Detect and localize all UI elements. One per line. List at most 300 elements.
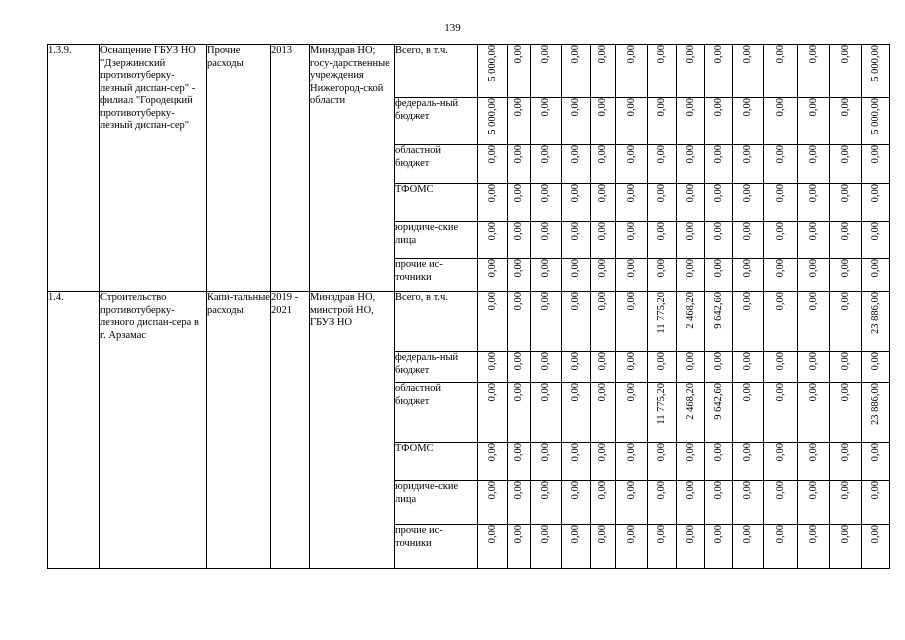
amount-cell: [677, 383, 705, 443]
amount-cell: [733, 292, 764, 352]
amount-value: 0,00: [625, 481, 637, 500]
amount-value: 0,00: [570, 98, 581, 117]
amount-cell: [705, 525, 733, 569]
funding-source: юридиче-ские лица: [395, 222, 478, 259]
amount-value: 0,00: [625, 352, 637, 371]
amount-cell: [648, 222, 677, 259]
amount-value: 0,00: [656, 443, 667, 462]
amount-cell: [531, 98, 562, 145]
amount-cell: [764, 352, 798, 383]
amount-cell: [478, 352, 508, 383]
amount-value: 0,00: [597, 525, 608, 544]
amount-value: 0,00: [839, 222, 851, 241]
amount-cell: [591, 222, 616, 259]
funding-source: Всего, в т.ч.: [395, 45, 478, 98]
amount-cell: [531, 352, 562, 383]
amount-value: 0,00: [486, 222, 498, 241]
amount-cell: [648, 145, 677, 184]
amount-cell: [616, 525, 648, 569]
amount-value: 0,00: [486, 145, 498, 164]
amount-cell: [562, 292, 591, 352]
amount-value: 0,00: [684, 222, 696, 241]
amount-cell: [508, 259, 531, 292]
amount-value: 23 886,00: [869, 383, 881, 425]
amount-value: 0,00: [807, 184, 819, 203]
amount-cell: [830, 292, 862, 352]
amount-cell: [562, 184, 591, 222]
period: 2019 - 2021: [271, 292, 310, 569]
amount-cell: [733, 45, 764, 98]
amount-value: 2 468,20: [684, 292, 696, 329]
amount-value: 0,00: [742, 443, 753, 462]
amount-cell: [862, 383, 890, 443]
amount-value: 0,00: [540, 292, 551, 311]
amount-value: 0,00: [684, 184, 696, 203]
amount-cell: [677, 184, 705, 222]
amount-value: 0,00: [625, 145, 637, 164]
amount-cell: [508, 45, 531, 98]
amount-value: 0,00: [625, 443, 637, 462]
amount-cell: [830, 259, 862, 292]
amount-value: 0,00: [684, 45, 696, 64]
amount-cell: [478, 145, 508, 184]
amount-cell: [508, 352, 531, 383]
amount-cell: [830, 383, 862, 443]
amount-cell: [648, 352, 677, 383]
amount-cell: [508, 292, 531, 352]
amount-cell: [531, 525, 562, 569]
amount-cell: [733, 145, 764, 184]
amount-cell: [677, 292, 705, 352]
amount-value: 0,00: [774, 292, 786, 311]
amount-value: 0,00: [656, 145, 667, 164]
amount-cell: [705, 98, 733, 145]
amount-cell: [478, 292, 508, 352]
amount-cell: [478, 481, 508, 525]
amount-cell: [733, 525, 764, 569]
amount-cell: [764, 98, 798, 145]
amount-cell: [591, 98, 616, 145]
amount-cell: [705, 352, 733, 383]
amount-cell: [705, 222, 733, 259]
amount-value: 0,00: [513, 98, 524, 117]
amount-cell: [531, 222, 562, 259]
amount-value: 0,00: [625, 525, 637, 544]
item-code: 1.3.9.: [48, 45, 100, 292]
amount-value: 0,00: [712, 352, 724, 371]
amount-cell: [733, 481, 764, 525]
funding-source: федераль-ный бюджет: [395, 98, 478, 145]
amount-cell: [798, 98, 830, 145]
amount-cell: [591, 259, 616, 292]
amount-value: 0,00: [570, 259, 581, 278]
amount-value: 0,00: [869, 184, 881, 203]
amount-cell: [862, 145, 890, 184]
amount-cell: [616, 352, 648, 383]
amount-cell: [677, 45, 705, 98]
amount-value: 0,00: [513, 383, 524, 402]
amount-value: 0,00: [839, 352, 851, 371]
amount-value: 0,00: [570, 222, 581, 241]
amount-value: 0,00: [684, 525, 696, 544]
amount-cell: [705, 481, 733, 525]
amount-value: 0,00: [570, 525, 581, 544]
executor: Минздрав НО; госу-дарственные учреждения Нижегород-ской области: [310, 45, 395, 292]
amount-value: 0,00: [839, 45, 851, 64]
amount-value: 23 886,00: [869, 292, 881, 334]
amount-cell: [677, 481, 705, 525]
amount-value: 11 775,20: [656, 383, 667, 425]
amount-value: 0,00: [774, 352, 786, 371]
amount-cell: [705, 259, 733, 292]
amount-value: 0,00: [742, 45, 753, 64]
amount-cell: [648, 184, 677, 222]
amount-value: 0,00: [625, 45, 637, 64]
amount-cell: [798, 259, 830, 292]
amount-cell: [616, 222, 648, 259]
amount-cell: [531, 443, 562, 481]
amount-value: 0,00: [807, 352, 819, 371]
amount-cell: [478, 184, 508, 222]
amount-cell: [798, 145, 830, 184]
amount-cell: [531, 481, 562, 525]
amount-value: 0,00: [869, 222, 881, 241]
amount-value: 0,00: [656, 222, 667, 241]
executor: Минздрав НО, минстрой НО, ГБУЗ НО: [310, 292, 395, 569]
amount-value: 0,00: [570, 184, 581, 203]
amount-value: 0,00: [742, 145, 753, 164]
amount-cell: [677, 222, 705, 259]
amount-cell: [764, 184, 798, 222]
amount-value: 0,00: [486, 443, 498, 462]
amount-value: 0,00: [656, 45, 667, 64]
table-row: [48, 45, 890, 98]
funding-source: ТФОМС: [395, 443, 478, 481]
amount-cell: [616, 45, 648, 98]
period: 2013: [271, 45, 310, 292]
amount-value: 0,00: [742, 481, 753, 500]
amount-cell: [830, 481, 862, 525]
amount-value: 0,00: [742, 222, 753, 241]
amount-value: 0,00: [597, 98, 608, 117]
amount-cell: [478, 222, 508, 259]
amount-cell: [705, 184, 733, 222]
amount-value: 0,00: [712, 481, 724, 500]
amount-value: 0,00: [742, 184, 753, 203]
funding-source: прочие ис-точники: [395, 525, 478, 569]
amount-cell: [508, 222, 531, 259]
amount-value: 0,00: [839, 259, 851, 278]
funding-source: Всего, в т.ч.: [395, 292, 478, 352]
amount-value: 0,00: [774, 98, 786, 117]
amount-value: 0,00: [742, 352, 753, 371]
amount-value: 5 000,00: [869, 98, 881, 135]
amount-value: 0,00: [540, 45, 551, 64]
amount-value: 0,00: [570, 383, 581, 402]
amount-cell: [562, 145, 591, 184]
amount-value: 0,00: [774, 45, 786, 64]
amount-cell: [677, 98, 705, 145]
table-row: [48, 292, 890, 352]
amount-value: 0,00: [625, 292, 637, 311]
amount-value: 0,00: [513, 292, 524, 311]
amount-cell: [616, 259, 648, 292]
amount-value: 0,00: [774, 383, 786, 402]
amount-value: 0,00: [742, 292, 753, 311]
amount-cell: [764, 45, 798, 98]
amount-cell: [616, 443, 648, 481]
amount-value: 0,00: [570, 481, 581, 500]
amount-cell: [830, 352, 862, 383]
amount-value: 0,00: [570, 45, 581, 64]
amount-cell: [733, 259, 764, 292]
amount-value: 2 468,20: [684, 383, 696, 420]
amount-value: 0,00: [869, 259, 881, 278]
amount-value: 0,00: [540, 259, 551, 278]
amount-value: 0,00: [807, 259, 819, 278]
amount-cell: [862, 443, 890, 481]
amount-cell: [705, 383, 733, 443]
amount-value: 0,00: [807, 222, 819, 241]
amount-cell: [591, 443, 616, 481]
amount-value: 0,00: [869, 145, 881, 164]
amount-value: 0,00: [712, 525, 724, 544]
amount-cell: [508, 383, 531, 443]
amount-value: 0,00: [807, 383, 819, 402]
amount-value: 0,00: [597, 184, 608, 203]
amount-value: 0,00: [742, 259, 753, 278]
amount-value: 0,00: [570, 443, 581, 462]
amount-value: 0,00: [684, 481, 696, 500]
amount-cell: [531, 45, 562, 98]
amount-cell: [648, 292, 677, 352]
amount-value: 0,00: [570, 292, 581, 311]
amount-cell: [591, 383, 616, 443]
amount-value: 0,00: [486, 481, 498, 500]
amount-value: 0,00: [684, 98, 696, 117]
amount-value: 0,00: [486, 525, 498, 544]
amount-value: 0,00: [625, 222, 637, 241]
amount-cell: [616, 98, 648, 145]
amount-cell: [562, 525, 591, 569]
amount-value: 0,00: [807, 481, 819, 500]
amount-cell: [798, 443, 830, 481]
amount-value: 0,00: [774, 145, 786, 164]
amount-value: 0,00: [656, 525, 667, 544]
amount-value: 0,00: [513, 145, 524, 164]
amount-cell: [677, 259, 705, 292]
amount-cell: [677, 145, 705, 184]
amount-value: 0,00: [712, 259, 724, 278]
amount-cell: [562, 443, 591, 481]
amount-value: 0,00: [597, 222, 608, 241]
amount-cell: [764, 481, 798, 525]
amount-value: 0,00: [712, 45, 724, 64]
amount-cell: [616, 184, 648, 222]
amount-value: 0,00: [807, 145, 819, 164]
amount-value: 0,00: [486, 352, 498, 371]
amount-cell: [648, 98, 677, 145]
amount-cell: [616, 292, 648, 352]
amount-cell: [798, 383, 830, 443]
amount-value: 0,00: [712, 184, 724, 203]
amount-value: 0,00: [540, 352, 551, 371]
amount-cell: [830, 145, 862, 184]
expense-type: Капи-тальные расходы: [207, 292, 271, 569]
amount-cell: [648, 443, 677, 481]
amount-cell: [648, 525, 677, 569]
funding-source: юридиче-ские лица: [395, 481, 478, 525]
amount-value: 0,00: [656, 259, 667, 278]
amount-value: 0,00: [712, 222, 724, 241]
amount-cell: [591, 352, 616, 383]
amount-value: 0,00: [597, 45, 608, 64]
amount-value: 0,00: [712, 145, 724, 164]
amount-value: 11 775,20: [656, 292, 667, 334]
amount-value: 0,00: [625, 184, 637, 203]
amount-cell: [764, 292, 798, 352]
amount-value: 0,00: [774, 184, 786, 203]
amount-value: 0,00: [540, 222, 551, 241]
amount-cell: [830, 443, 862, 481]
amount-cell: [798, 222, 830, 259]
amount-cell: [733, 383, 764, 443]
funding-source: ТФОМС: [395, 184, 478, 222]
amount-cell: [764, 383, 798, 443]
amount-value: 0,00: [570, 352, 581, 371]
amount-cell: [764, 259, 798, 292]
amount-value: 0,00: [513, 352, 524, 371]
amount-cell: [798, 525, 830, 569]
amount-value: 0,00: [597, 352, 608, 371]
amount-value: 0,00: [839, 383, 851, 402]
amount-cell: [862, 184, 890, 222]
funding-source: областной бюджет: [395, 383, 478, 443]
amount-value: 0,00: [540, 184, 551, 203]
amount-value: 0,00: [684, 259, 696, 278]
amount-value: 0,00: [656, 352, 667, 371]
amount-value: 0,00: [742, 98, 753, 117]
amount-value: 0,00: [625, 383, 637, 402]
amount-cell: [862, 98, 890, 145]
amount-value: 5 000,00: [869, 45, 881, 82]
item-name: Оснащение ГБУЗ НО "Дзержинский противотуберку-лезный диспан-сер" - филиал "Городецкий противотуберку-лезный диспан-сер": [100, 45, 207, 292]
amount-value: 0,00: [486, 383, 498, 402]
amount-cell: [648, 45, 677, 98]
amount-cell: [733, 222, 764, 259]
amount-cell: [478, 383, 508, 443]
amount-value: 0,00: [807, 443, 819, 462]
amount-cell: [830, 222, 862, 259]
amount-cell: [531, 292, 562, 352]
amount-cell: [531, 184, 562, 222]
page-number: 139: [444, 22, 461, 34]
amount-value: 0,00: [540, 145, 551, 164]
amount-value: 0,00: [839, 184, 851, 203]
amount-cell: [508, 184, 531, 222]
amount-cell: [798, 184, 830, 222]
amount-cell: [862, 292, 890, 352]
amount-value: 0,00: [597, 145, 608, 164]
amount-value: 0,00: [513, 259, 524, 278]
funding-table: [47, 44, 890, 569]
amount-cell: [705, 443, 733, 481]
amount-cell: [830, 525, 862, 569]
amount-cell: [733, 98, 764, 145]
amount-value: 0,00: [597, 259, 608, 278]
amount-value: 0,00: [513, 184, 524, 203]
amount-cell: [562, 259, 591, 292]
amount-cell: [648, 259, 677, 292]
amount-cell: [677, 352, 705, 383]
amount-cell: [648, 383, 677, 443]
amount-value: 0,00: [807, 45, 819, 64]
amount-value: 0,00: [774, 259, 786, 278]
amount-value: 0,00: [774, 481, 786, 500]
amount-cell: [764, 145, 798, 184]
amount-cell: [677, 525, 705, 569]
amount-cell: [562, 352, 591, 383]
amount-value: 0,00: [684, 352, 696, 371]
amount-value: 0,00: [839, 443, 851, 462]
amount-cell: [616, 481, 648, 525]
amount-cell: [705, 45, 733, 98]
amount-cell: [764, 222, 798, 259]
amount-value: 0,00: [486, 184, 498, 203]
amount-cell: [798, 45, 830, 98]
amount-cell: [562, 98, 591, 145]
amount-cell: [862, 222, 890, 259]
amount-value: 0,00: [513, 222, 524, 241]
amount-value: 0,00: [774, 443, 786, 462]
amount-cell: [616, 383, 648, 443]
item-name: Строительство противотуберку-лезного диспан-сера в г. Арзамас: [100, 292, 207, 569]
amount-cell: [508, 443, 531, 481]
amount-value: 0,00: [597, 292, 608, 311]
amount-value: 0,00: [656, 184, 667, 203]
amount-value: 0,00: [486, 259, 498, 278]
amount-value: 0,00: [625, 98, 637, 117]
amount-value: 0,00: [656, 481, 667, 500]
amount-cell: [508, 145, 531, 184]
amount-cell: [733, 184, 764, 222]
amount-value: 0,00: [774, 525, 786, 544]
amount-cell: [862, 259, 890, 292]
expense-type: Прочие расходы: [207, 45, 271, 292]
amount-cell: [648, 481, 677, 525]
item-code: 1.4.: [48, 292, 100, 569]
amount-cell: [798, 292, 830, 352]
amount-value: 5 000,00: [486, 98, 498, 135]
amount-value: 0,00: [839, 145, 851, 164]
amount-cell: [616, 145, 648, 184]
amount-value: 0,00: [597, 481, 608, 500]
amount-value: 0,00: [486, 292, 498, 311]
amount-value: 0,00: [540, 98, 551, 117]
amount-cell: [798, 481, 830, 525]
amount-cell: [562, 45, 591, 98]
amount-value: 0,00: [869, 481, 881, 500]
amount-cell: [830, 184, 862, 222]
amount-cell: [531, 145, 562, 184]
amount-value: 0,00: [513, 443, 524, 462]
amount-value: 0,00: [807, 98, 819, 117]
amount-value: 0,00: [513, 481, 524, 500]
amount-value: 0,00: [869, 443, 881, 462]
amount-value: 0,00: [684, 443, 696, 462]
amount-cell: [531, 259, 562, 292]
amount-cell: [862, 525, 890, 569]
